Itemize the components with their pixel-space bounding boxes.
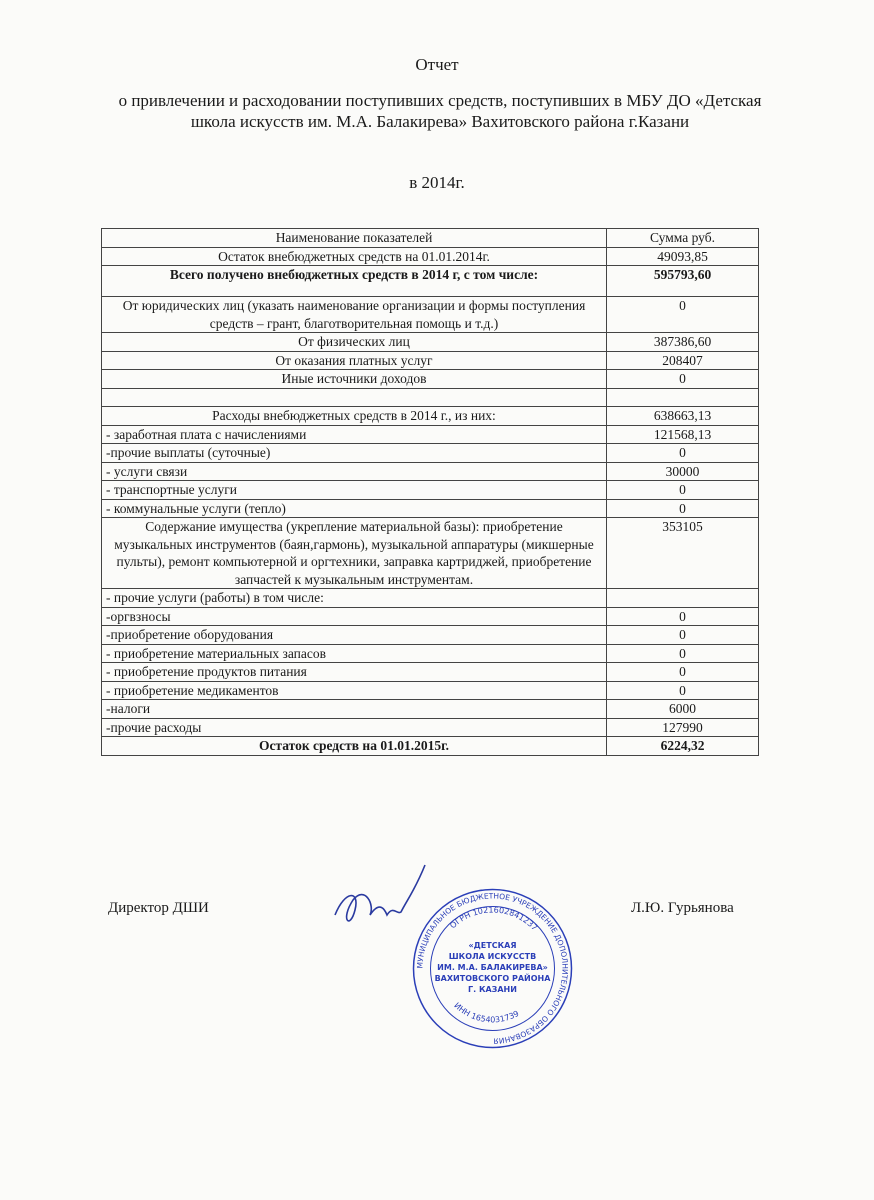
row-value: 0 (607, 663, 759, 682)
stamp-center-line: ШКОЛА ИСКУССТВ (448, 952, 537, 961)
row-value: 121568,13 (607, 425, 759, 444)
row-value: 0 (607, 297, 759, 333)
table-row (102, 737, 759, 756)
stamp-ogrn: ОГРН 1021602841237 (448, 905, 540, 933)
row-value: 208407 (607, 351, 759, 370)
row-value: 0 (607, 626, 759, 645)
row-value (607, 388, 759, 407)
report-subtitle: о привлечении и расходовании поступивших средств, поступивших в МБУ ДО «Детская школа искусств им. М.А. Балакирева» Вахитовского района г.Казани (118, 91, 762, 131)
row-value: 6224,32 (607, 737, 759, 756)
stamp-inn: ИНН 1654031739 (452, 1000, 521, 1025)
row-label: Содержание имущества (укрепление материальной базы): приобретение музыкальных инструментов (баян,гармонь), музыкальной аппаратуры (микшерные пульты), ремонт компьютерной и оргтехники, заправка картриджей, приобретение запчастей к музыкальным инструментам. (102, 518, 607, 589)
row-label: - заработная плата с начислениями (102, 425, 607, 444)
table-row (102, 589, 759, 608)
row-value: 6000 (607, 700, 759, 719)
row-label: Остаток внебюджетных средств на 01.01.2014г. (102, 247, 607, 266)
report-period: в 2014г. (409, 173, 465, 192)
stamp-center-line: ВАХИТОВСКОГО РАЙОНА (434, 974, 551, 983)
row-value: 0 (607, 499, 759, 518)
row-label: Остаток средств на 01.01.2015г. (102, 737, 607, 756)
table-row (102, 462, 759, 481)
report-table (101, 228, 759, 756)
row-value: 127990 (607, 718, 759, 737)
row-value: 0 (607, 607, 759, 626)
row-label: - приобретение медикаментов (102, 681, 607, 700)
table-row (102, 444, 759, 463)
row-value: 0 (607, 481, 759, 500)
table-row (102, 518, 759, 589)
row-label: -налоги (102, 700, 607, 719)
row-label: - коммунальные услуги (тепло) (102, 499, 607, 518)
row-value: 0 (607, 444, 759, 463)
table-row (102, 499, 759, 518)
row-label: - прочие услуги (работы) в том числе: (102, 589, 607, 608)
row-value: 638663,13 (607, 407, 759, 426)
table-row (102, 247, 759, 266)
table-row (102, 266, 759, 297)
row-label: - услуги связи (102, 462, 607, 481)
svg-text:ОГРН 1021602841237 (448, 905, 539, 932)
row-label: От юридических лиц (указать наименование организации и формы поступления средств – грант, благотворительная помощь и т.д.) (102, 297, 607, 333)
table-row (102, 370, 759, 389)
official-stamp (410, 886, 575, 1051)
table-row (102, 481, 759, 500)
table-row (102, 351, 759, 370)
row-value (607, 589, 759, 608)
row-value: 0 (607, 370, 759, 389)
table-row (102, 297, 759, 333)
table-row (102, 425, 759, 444)
table-row (102, 663, 759, 682)
row-label: - транспортные услуги (102, 481, 607, 500)
stamp-center-line: Г. КАЗАНИ (468, 985, 517, 994)
table-row (102, 333, 759, 352)
row-value: 0 (607, 681, 759, 700)
row-label: Всего получено внебюджетных средств в 2014 г, с том числе: (102, 266, 607, 297)
table-row (102, 388, 759, 407)
row-value: 30000 (607, 462, 759, 481)
row-value: 353105 (607, 518, 759, 589)
stamp-outer-text: МУНИЦИПАЛЬНОЕ БЮДЖЕТНОЕ УЧРЕЖДЕНИЕ ДОПОЛНИТЕЛЬНОГО ОБРАЗОВАНИЯ (415, 891, 570, 1046)
row-label: Иные источники доходов (102, 370, 607, 389)
row-value: 49093,85 (607, 247, 759, 266)
signatory-position: Директор ДШИ (108, 900, 209, 916)
header-indicator: Наименование показателей (102, 229, 607, 248)
row-label: От физических лиц (102, 333, 607, 352)
table-row (102, 407, 759, 426)
row-label: - приобретение материальных запасов (102, 644, 607, 663)
svg-text:ИНН 1654031739 (452, 1001, 520, 1025)
table-row (102, 681, 759, 700)
header-sum: Сумма руб. (607, 229, 759, 248)
row-label: -оргвзносы (102, 607, 607, 626)
table-row (102, 700, 759, 719)
row-label: Расходы внебюджетных средств в 2014 г., из них: (102, 407, 607, 426)
row-value: 595793,60 (607, 266, 759, 297)
row-value: 387386,60 (607, 333, 759, 352)
signatory-name: Л.Ю. Гурьянова (631, 900, 734, 916)
row-label: От оказания платных услуг (102, 351, 607, 370)
table-header (102, 229, 759, 248)
row-label: -прочие расходы (102, 718, 607, 737)
table-row (102, 644, 759, 663)
report-title: Отчет (415, 55, 459, 74)
row-label: -прочие выплаты (суточные) (102, 444, 607, 463)
stamp-center-line: ИМ. М.А. БАЛАКИРЕВА» (437, 963, 548, 972)
table-row (102, 718, 759, 737)
row-value: 0 (607, 644, 759, 663)
table-row (102, 626, 759, 645)
stamp-center-line: «ДЕТСКАЯ (468, 941, 517, 950)
row-label: -приобретение оборудования (102, 626, 607, 645)
row-label: - приобретение продуктов питания (102, 663, 607, 682)
table-row (102, 607, 759, 626)
row-label (102, 388, 607, 407)
